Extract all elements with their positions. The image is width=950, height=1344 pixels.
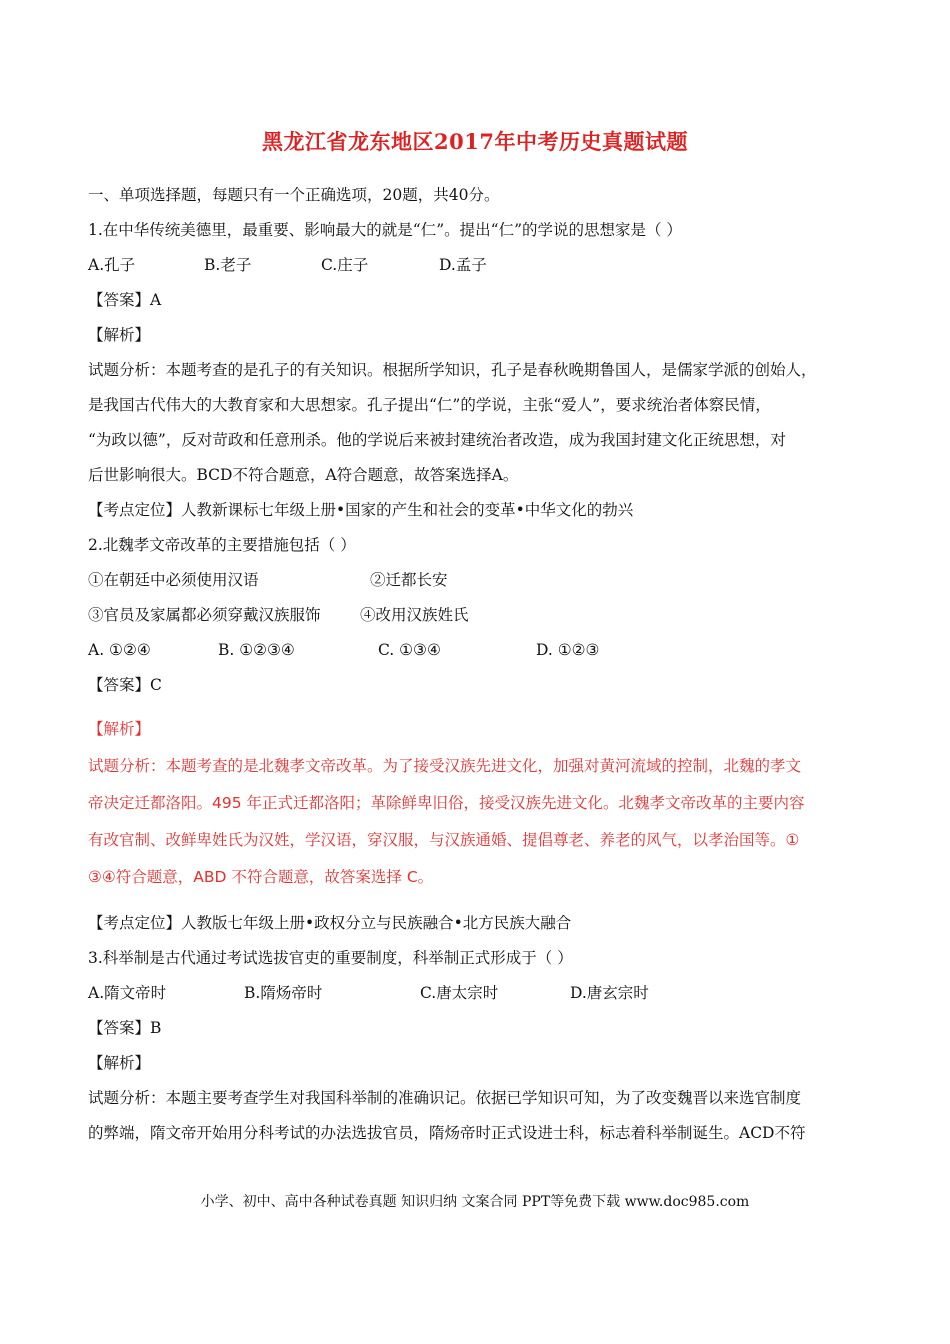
option-b: B. ①②③④ [218, 641, 295, 659]
page-title: 黑龙江省龙东地区2017年中考历史真题试题 [262, 129, 688, 154]
option-a: A.孔子 [88, 256, 136, 274]
section-header: 一、单项选择题，每题只有一个正确选项，20题，共40分。 [88, 186, 500, 204]
question-2-stem: 2.北魏孝文帝改革的主要措施包括（ ） [88, 536, 356, 554]
question-2-analysis [88, 711, 868, 896]
question-2-answer: 【答案】C [88, 676, 162, 694]
option-a: A. ①②④ [88, 641, 151, 659]
option-c: C.唐太宗时 [420, 984, 499, 1002]
document-body [88, 178, 868, 1151]
question-2-items-row-2 [88, 598, 868, 633]
item-1: ①在朝廷中必须使用汉语 [88, 571, 259, 589]
question-1-analysis-line: 试题分析：本题考查的是孔子的有关知识。根据所学知识，孔子是春秋晚期鲁国人，是儒家学派的创始人， [88, 361, 817, 379]
option-d: D.唐玄宗时 [570, 984, 649, 1002]
question-3-analysis-line: 试题分析：本题主要考查学生对我国科举制的准确识记。依据已学知识可知，为了改变魏晋以来选官制度 [88, 1089, 802, 1107]
question-3-analysis-line: 的弊端，隋文帝开始用分科考试的办法选拔官员，隋炀帝时正式设进士科，标志着科举制诞生。ACD不符 [88, 1124, 806, 1142]
question-2-analysis-label: 【解析】 [88, 720, 151, 738]
item-2: ②迁都长安 [370, 571, 448, 589]
question-1-stem: 1.在中华传统美德里，最重要、影响最大的就是“仁”。提出“仁”的学说的思想家是（ ） [88, 221, 682, 239]
question-2-items-row-1 [88, 563, 868, 598]
question-3-options [88, 976, 868, 1011]
option-b: B.老子 [204, 256, 252, 274]
question-1-point: 【考点定位】人教新课标七年级上册•国家的产生和社会的变革•中华文化的勃兴 [88, 501, 634, 519]
item-3: ③官员及家属都必须穿戴汉族服饰 [88, 606, 321, 624]
question-3-analysis-label: 【解析】 [88, 1054, 151, 1072]
question-2-analysis-line: 试题分析：本题考查的是北魏孝文帝改革。为了接受汉族先进文化，加强对黄河流域的控制，北魏的孝文 [88, 757, 802, 775]
option-b: B.隋炀帝时 [244, 984, 323, 1002]
question-2-point: 【考点定位】人教版七年级上册•政权分立与民族融合•北方民族大融合 [88, 914, 572, 932]
question-1-analysis-label: 【解析】 [88, 326, 151, 344]
question-1-analysis-line: “为政以德”，反对苛政和任意刑杀。他的学说后来被封建统治者改造，成为我国封建文化正统思想，对 [88, 431, 786, 449]
option-c: C. ①③④ [378, 641, 441, 659]
question-2-options [88, 633, 868, 668]
question-1-analysis-line: 后世影响很大。BCD不符合题意，A符合题意，故答案选择A。 [88, 466, 519, 484]
question-2-analysis-line: ③④符合题意，ABD 不符合题意，故答案选择 C。 [88, 868, 434, 886]
option-c: C.庄子 [321, 256, 369, 274]
option-a: A.隋文帝时 [88, 984, 167, 1002]
page-footer: 小学、初中、高中各种试卷真题 知识归纳 文案合同 PPT等免费下载 www.doc985.com [200, 1194, 750, 1210]
question-1-analysis-line: 是我国古代伟大的大教育家和大思想家。孔子提出“仁”的学说，主张“爱人”，要求统治者体察民情， [88, 396, 771, 414]
question-1-options [88, 248, 868, 283]
option-d: D. ①②③ [536, 641, 600, 659]
question-2-analysis-line: 有改官制、改鲜卑姓氏为汉姓，学汉语，穿汉服，与汉族通婚、提倡尊老、养老的风气，以孝治国等。① [88, 831, 800, 849]
question-3-answer: 【答案】B [88, 1019, 162, 1037]
option-d: D.孟子 [439, 256, 487, 274]
question-2-analysis-line: 帝决定迁都洛阳。495 年正式迁都洛阳；革除鲜卑旧俗，接受汉族先进文化。北魏孝文帝改革的主要内容 [88, 794, 805, 812]
question-1-answer: 【答案】A [88, 291, 162, 309]
item-4: ④改用汉族姓氏 [360, 606, 469, 624]
question-3-stem: 3.科举制是古代通过考试选拔官吏的重要制度，科举制正式形成于（ ） [88, 949, 573, 967]
